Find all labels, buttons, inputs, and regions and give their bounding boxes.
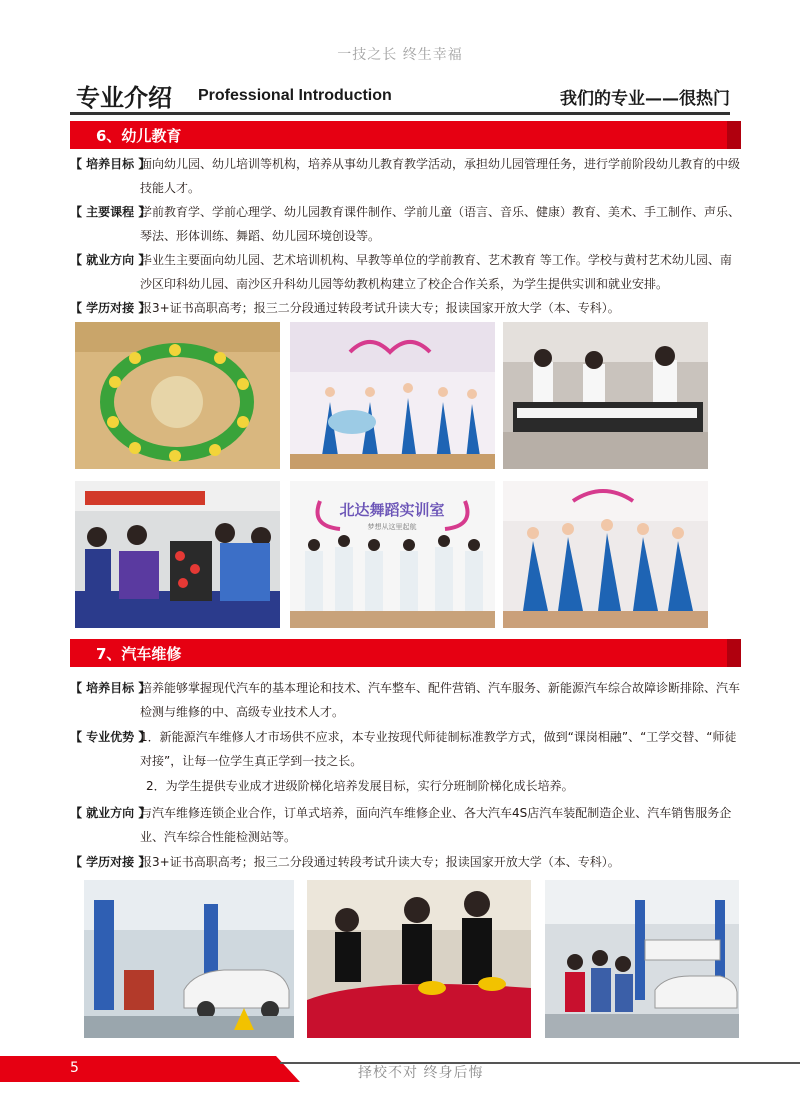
tag-advantage: 【 专业优势 】	[70, 730, 151, 744]
section-6-goal	[70, 152, 740, 200]
page-number: 5	[70, 1060, 79, 1076]
photo-sign-subtext: 梦想从这里起航	[367, 523, 417, 531]
text-employment: 与汽车维修连锁企业合作，订单式培养，面向汽车维修企业、各大汽车4S店汽车装配制造企业、汽车销售服务企业、汽车综合性能检测站等。	[140, 806, 732, 844]
header-divider	[70, 112, 730, 115]
section-6-courses	[70, 200, 740, 248]
photo-car-workshop	[84, 880, 294, 1038]
text-employment: 毕业生主要面向幼儿园、艺术培训机构、早教等单位的学前教育、艺术教育 等工作。学校与黄村艺术幼儿园、南沙区印科幼儿园、南沙区升科幼儿园等幼教机构建立了校企合作关系，为学生提供实训和就业安排。	[140, 253, 732, 291]
photo-sign-text: 北达舞蹈实训室	[339, 501, 445, 519]
section-7-header	[70, 639, 735, 667]
footer-red-band	[0, 1056, 300, 1082]
page-footer	[0, 1052, 800, 1082]
section-7-goal	[70, 676, 740, 724]
photo-dance-circle	[75, 322, 280, 469]
photo-art-display	[75, 481, 280, 628]
photo-dance-training-room	[290, 481, 495, 628]
photo-dance-performance	[290, 322, 495, 469]
page-header	[70, 78, 730, 112]
section-7-advantage-2	[70, 774, 740, 798]
text-advantage-2: 2．为学生提供专业成才进级阶梯化培养发展目标，实行分班制阶梯化成长培养。	[146, 779, 574, 793]
page-title-english: Professional Introduction	[198, 87, 392, 104]
bottom-slogan: 择校不对 终身后悔	[358, 1065, 484, 1081]
tag-goal: 【 培养目标 】	[70, 157, 151, 171]
section-6-employment	[70, 248, 740, 296]
text-goal: 面向幼儿园、幼儿培训等机构，培养从事幼儿教育教学活动，承担幼儿园管理任务，进行学前阶段幼儿教育的中级技能人才。	[140, 157, 741, 195]
photo-car-polishing	[307, 880, 531, 1038]
photo-piano-class	[503, 322, 708, 469]
tag-education: 【 学历对接 】	[70, 855, 151, 869]
text-education: 报3+证书高职高考；报三二分段通过转段考试升读大专；报读国家开放大学（本、专科）。	[140, 301, 620, 315]
section-7-advantage-1	[70, 725, 740, 773]
tag-goal: 【 培养目标 】	[70, 681, 151, 695]
text-advantage-1: 1．新能源汽车维修人才市场供不应求，本专业按现代师徒制标准教学方式，做到“课岗相融”、“工学交替、“师徒对接”，让每一位学生真正学到一技之长。	[140, 730, 737, 768]
section-bar-ribbon	[727, 121, 741, 149]
section-6-education	[70, 296, 740, 320]
page-title: 专业介绍	[76, 84, 172, 112]
photo-car-repair-class	[545, 880, 739, 1038]
text-goal: 培养能够掌握现代汽车的基本理论和技术、汽车整车、配件营销、汽车服务、新能源汽车综合故障诊断排除、汽车检测与维修的中、高级专业技术人才。	[140, 681, 741, 719]
text-courses: 学前教育学、学前心理学、幼儿园教育课件制作、学前儿童（语言、音乐、健康）教育、美术、手工制作、声乐、琴法、形体训练、舞蹈、幼儿园环境创设等。	[140, 205, 741, 243]
top-slogan: 一技之长 终生幸福	[337, 47, 463, 63]
tag-education: 【 学历对接 】	[70, 301, 151, 315]
section-7-title: 7、汽车维修	[96, 645, 182, 663]
section-7-employment	[70, 801, 740, 849]
section-7-education	[70, 850, 740, 874]
text-education: 报3+证书高职高考；报三二分段通过转段考试升读大专；报读国家开放大学（本、专科）。	[140, 855, 620, 869]
header-slogan: 我们的专业——很热门	[560, 89, 730, 109]
tag-courses: 【 主要课程 】	[70, 205, 151, 219]
section-bar-ribbon	[727, 639, 741, 667]
section-6-header	[70, 121, 735, 149]
photo-dance-group	[503, 481, 708, 628]
tag-employment: 【 就业方向 】	[70, 806, 151, 820]
tag-employment: 【 就业方向 】	[70, 253, 151, 267]
section-6-title: 6、幼儿教育	[96, 127, 182, 145]
